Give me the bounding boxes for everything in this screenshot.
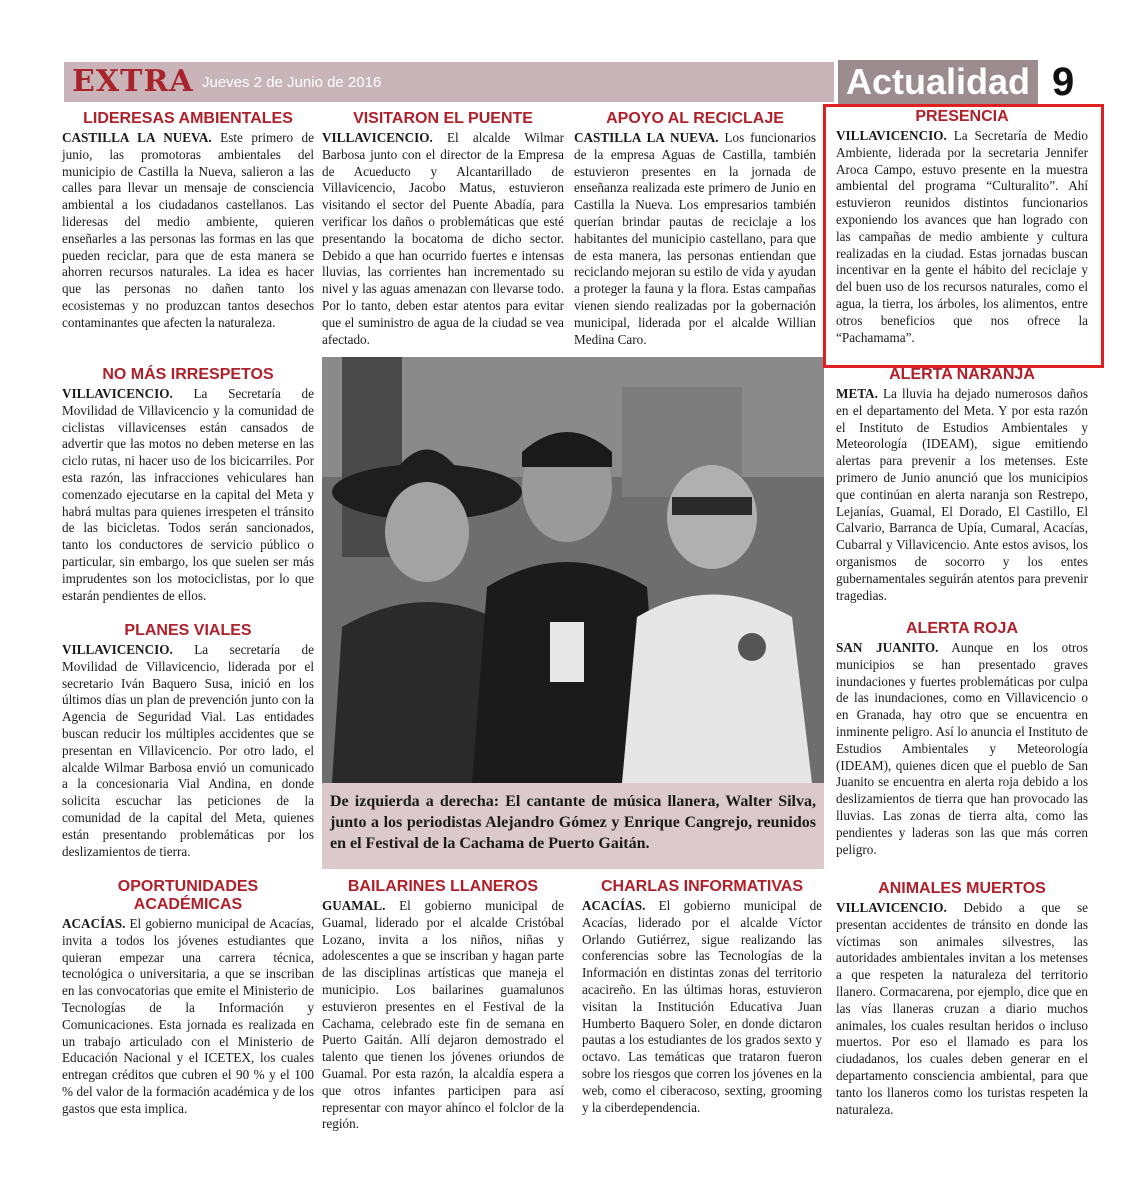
article-body	[62, 386, 314, 604]
headline: OPORTUNIDADES ACADÉMICAS	[117, 878, 259, 913]
issue-date: Jueves 2 de Junio de 2016	[202, 74, 382, 91]
article-text: El gobierno municipal de Acacías, invita a todos los jóvenes estudiantes que quieran empezar una carrera técnica, tecnológica o universitaria, a que se inscriban en las convocatorias que emite el Ministerio de Tecnologías de la Información y Comunicaciones. Esta jornada es realizada en un trabajo articulado con el Ministerio de Educación Nacional y el ICETEX, los cuales entregan créditos que cubren el 90 % y el 100 % del valor de la formación académica y de los gastos que esta implica.	[62, 916, 314, 1116]
headline: ALERTA ROJA	[906, 620, 1018, 637]
article-text: Los funcionarios de la empresa Aguas de Castilla, también estuvieron presentes en la jornada de enseñanza realizada este primero de Junio en Castilla la Nueva. Los empresarios también querían brindar pautas de reciclaje a los habitantes del municipio castellano, para que de esta manera, las personas entiendan que reciclando mejoran su estilo de vida y ayudan a proteger la fauna y la flora. Estas campañas vienen siendo realizadas por la gobernación municipal, liderada por el alcalde Willian Medina Caro.	[574, 130, 817, 347]
article-charlas	[582, 878, 822, 1116]
page-number: 9	[1052, 60, 1075, 104]
article-lideresas	[62, 110, 314, 332]
article-body	[62, 916, 314, 1118]
headline: ALERTA NARANJA	[889, 366, 1035, 383]
dateline: VILLAVICENCIO.	[836, 128, 947, 143]
article-text: El gobierno municipal de Acacías, liderado por el alcalde Víctor Orlando Gutiérrez, sigue realizando las conferencias sobre las Tecnologías de la Información en distintas zonas del territorio acacireño. En las últimas horas, estuvieron visitan la Institución Educativa Juan Humberto Baquero Soler, en donde dictaron pautas a los estudiantes de los grados sexto y octavo. Las temáticas que trataron fueron sobre los riesgos que corren los jóvenes en la web, como el ciberacoso, sexting, grooming y la ciberdependencia.	[582, 898, 823, 1115]
headline: CHARLAS INFORMATIVAS	[600, 878, 804, 895]
article-text: El gobierno municipal de Guamal, liderado por el alcalde Cristóbal Lozano, invita a los niños, niñas y adolescentes a que se inscriban y hagan parte de las disciplinas artísticas que maneja el municipio. Los bailarines guamalunos estuvieron presentes en el Festival de la Cachama, celebrado este fin de semana en Puerto Gaitán. Allí dejaron demostrado el talento que tienen los jóvenes oriundos de Guamal. Por esta razón, la alcaldía espera a que otros infantes participen para así representar con mayor ahínco el folclor de la región.	[322, 898, 565, 1132]
article-body	[836, 386, 1088, 604]
headline: NO MÁS IRRESPETOS	[102, 366, 274, 383]
dateline: VILLAVICENCIO.	[62, 642, 173, 657]
article-text: Aunque en los otros municipios se han presentado graves inundaciones y fuertes problemáticas por culpa de las inundaciones, como en Villavicencio o en Granada, hay otro que se encuentra en inminente peligro. Así lo anuncia el Instituto de Estudios Ambientales y Meteorología (IDEAM), quienes dicen que el pueblo de San Juanito se encuentra en alerta roja debido a los deslizamientos de tierra que han provocado las lluvias. Las zonas de tierra alta, como las pendientes y laderas son las que más corren peligro.	[836, 640, 1089, 857]
article-puente	[322, 110, 564, 348]
headline: BAILARINES LLANEROS	[347, 878, 539, 895]
article-oportunidades	[62, 878, 314, 1118]
article-animales	[836, 880, 1088, 1118]
article-text: Este primero de junio, las promotoras ambientales del municipio de Castilla la Nueva, salieron a las calles para llevar un mensaje de consciencia ambiental a los ciudadanos castellanos. Las lideresas del medio ambiente, quieren enseñarles a las personas las formas en las que pueden reciclar, para que de esta manera se ahorren recursos naturales. La idea es hacer que las personas no dañen tanto los ecosistemas y no produzcan tantos desechos contaminantes que afecten la naturaleza.	[62, 130, 314, 330]
article-naranja	[836, 366, 1088, 604]
article-text: La Secretaría de Movilidad de Villavicencio y la comunidad de ciclistas villavicenses están cansados de advertir que las motos no deben meterse en las ciclo rutas, ni hacer uso de los bicicarriles. Por esta razón, las infracciones vehiculares han comenzado ejecutarse en la capital del Meta y habrá multas para quienes irrespeten el tránsito de las bicicletas. Todos serán sancionados, tanto los conductores de servicio público o particular, sin embargo, los que suelen ser más imprudentes son los motociclistas, por lo que estarán pendientes de ellos.	[62, 386, 314, 603]
dateline: CASTILLA LA NUEVA.	[62, 130, 212, 145]
dateline: CASTILLA LA NUEVA.	[574, 130, 719, 145]
photo-caption: De izquierda a derecha: El cantante de música llanera, Walter Silva, junto a los periodistas Alejandro Gómez y Enrique Cangrejo, reunidos en el Festival de la Cachama de Puerto Gaitán.	[322, 783, 824, 869]
dateline: META.	[836, 386, 878, 401]
masthead	[64, 60, 1080, 104]
article-body	[582, 898, 822, 1116]
dateline: ACACÍAS.	[62, 916, 126, 931]
dateline: VILLAVICENCIO.	[322, 130, 433, 145]
dateline: VILLAVICENCIO.	[62, 386, 173, 401]
article-text: La secretaría de Movilidad de Villavicencio, liderada por el secretario Iván Baquero Susa, inició en los últimos días un plan de prevención junto con la Agencia de Seguridad Vial. Las entidades buscan reducir los múltiples accidentes que se presentan en Villavicencio. Por otro lado, el alcalde Wilmar Barbosa envió un comunicado a la concesionaria Vial Andina, en donde solicita escuchar las peticiones de la comunidad de la capital del Meta, quienes están presentando problemáticas por los deslizamientos de tierra.	[62, 642, 314, 859]
newspaper-logo: EXTRA	[72, 64, 194, 99]
dateline: SAN JUANITO.	[836, 640, 939, 655]
headline: LIDERESAS AMBIENTALES	[83, 110, 293, 127]
article-text: El alcalde Wilmar Barbosa junto con el director de la Empresa de Acueducto y Alcantarillado de Villavicencio, Jacobo Matus, estuvieron visitando el sector del Puente Abadía, para verificar los daños o problemáticas que esté presentando la bocatoma de dicho sector. Debido a que han ocurrido fuertes e intensas lluvias, las corrientes han incrementado su nivel y las aguas amenazan con llevarse todo. Por lo tanto, deben estar atentos para evitar que el suministro de agua de la ciudad se vea afectado.	[322, 130, 564, 347]
dateline: VILLAVICENCIO.	[836, 900, 947, 915]
article-body	[836, 640, 1088, 858]
article-text: La Secretaría de Medio Ambiente, liderada por la secretaria Jennifer Aroca Campo, estuvo presente en la muestra ambiental del programa “Culturalito”. Ahí estuvieron reunidos distintos funcionarios exponiendo los avances que han logrado con las campañas de medio ambiente y cultura realizadas en la ciudad. Estas jornadas buscan incentivar en la gente el hábito del reciclaje y del buen uso de los recursos naturales, como el agua, la tierra, los árboles, los alimentos, entre otros beneficios que nos ofrece la “Pachamama”.	[836, 128, 1089, 345]
article-roja	[836, 620, 1088, 858]
article-bailarines	[322, 878, 564, 1133]
article-body	[322, 130, 564, 348]
headline: VISITARON EL PUENTE	[353, 110, 533, 127]
article-text: La lluvia ha dejado numerosos daños en el departamento del Meta. Y por esta razón el Instituto de Estudios Ambientales y Meteorología (IDEAM), sigue emitiendo alertas para prevenir a los metenses. Este primero de Junio anunció que los municipios que continúan en alerta naranja son Restrepo, Lejanías, Guamal, El Dorado, El Castillo, El Calvario, Barranca de Upía, Cumaral, Acacías, Cubarral y Villavicencio. Ante estos avisos, los organismos de socorro y los entes gubernamentales seguirán atentos para prevenir tragedias.	[836, 386, 1088, 603]
dateline: ACACÍAS.	[582, 898, 646, 913]
headline: APOYO AL RECICLAJE	[606, 110, 784, 127]
article-irrespetos	[62, 366, 314, 604]
article-body	[574, 130, 816, 348]
highlight-box	[823, 104, 1104, 368]
article-planes	[62, 622, 314, 860]
article-body	[62, 642, 314, 860]
headline: PLANES VIALES	[124, 622, 252, 639]
photo-illustration	[322, 357, 824, 783]
article-reciclaje	[574, 110, 816, 348]
article-body	[322, 898, 564, 1133]
section-title: Actualidad	[838, 60, 1038, 104]
headline: ANIMALES MUERTOS	[878, 880, 1046, 897]
dateline: GUAMAL.	[322, 898, 386, 913]
article-body	[836, 900, 1088, 1118]
event-photo	[322, 357, 824, 783]
headline: PRESENCIA	[915, 108, 1009, 125]
article-body	[62, 130, 314, 332]
article-text: Debido a que se presentan accidentes de tránsito en donde las víctimas son animales silvestres, las autoridades ambientales invitan a los metenses a que respeten la naturaleza del territorio llanero. Cormacarena, por ejemplo, dice que en las vías llaneras cruzan a diario muchos animales, los cuales resultan heridos o incluso muertos. Por eso el llamado es para los ciudadanos, los cuales deben generar en el departamento consciencia ambiental, para que tanto los llaneros como los turistas respeten la naturaleza.	[836, 900, 1089, 1117]
